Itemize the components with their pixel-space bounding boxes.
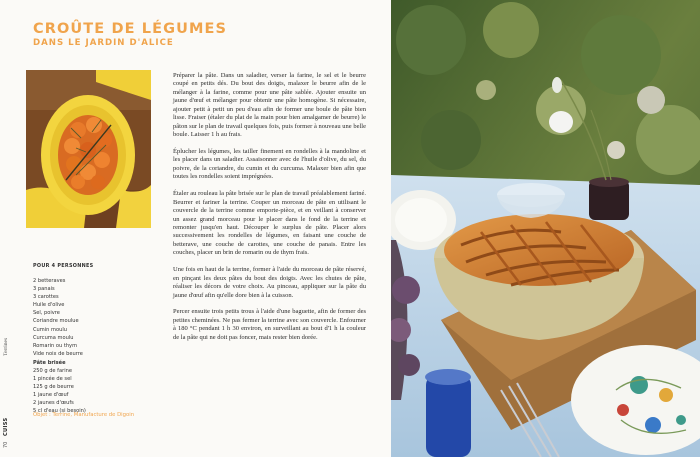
page-number: 70: [3, 441, 9, 448]
pie-preparation-photo: [26, 70, 151, 228]
recipe-subtitle: DANS LE JARDIN D'ALICE: [33, 38, 174, 48]
page-side-label: [3, 338, 9, 448]
list-item: 125 g de beurre: [33, 383, 74, 390]
instruction-paragraph: Étaler au rouleau la pâte brisée sur le plan de travail préalablement fariné. Beurrer et fariner la terrine. Couper un morceau de pâte en utilisant le couvercle de la terrine comme emporte-pièce, et en veillant à conserver un assez grand morceau pour le placer dans le fond de la terrine et remonter jusqu'en haut. Découper le surplus de pâte. Placer alors successivement les rondelles de légumes, en faisant une couche de betterave, une couche de carottes, une couche de panais. Entre les couches, placer un brin de romarin ou de thym frais.: [173, 190, 366, 257]
instruction-paragraph: Éplucher les légumes, les tailler finement en rondelles à la mandoline et les placer dans un saladier. Assaisonner avec de l'huile d'olive, du sel, du poivre, de la coriandre, du cumin et du curcuma. Malaxer bien afin que toutes les rondelles soient imprégnées.: [173, 148, 366, 181]
list-item: 5 cl d'eau (si besoin): [33, 407, 86, 414]
list-item: 3 panais: [33, 286, 55, 293]
ingredient-list: [33, 277, 153, 358]
pate-ingredient-list: [33, 368, 153, 415]
list-item: Curcuma moulu: [33, 334, 74, 341]
recipe-title: CROÛTE DE LÉGUMES: [33, 21, 228, 37]
pate-heading: Pâte brisée: [33, 360, 66, 366]
list-item: 3 carottes: [33, 294, 59, 301]
section-label: CUISS: [3, 417, 9, 437]
list-item: 2 betteraves: [33, 278, 66, 284]
list-item: Coriandre moulue: [33, 318, 79, 325]
list-item: Vide noix de beurre: [33, 350, 83, 357]
object-credit: Objet : Terrine, Manufacture de Digoin: [33, 412, 135, 418]
list-item: Cumin moulu: [33, 326, 67, 333]
list-item: 1 pincée de sel: [33, 375, 72, 382]
list-item: 2 jaunes d'œufs: [33, 399, 74, 406]
instruction-paragraph: Une fois en haut de la terrine, former à l'aide du morceau de pâte réservé, en pinçant les deux pâtes du bout des doigts. Avec les chutes de pâte, réaliser les décors de votre choix. Au pinceau, appliquer sur la pâte du jaune d'œuf afin qu'elle dore bien à la cuisson.: [173, 266, 366, 299]
list-item: Huile d'olive: [33, 302, 65, 309]
list-item: 250 g de farine: [33, 368, 72, 374]
category-label: Terrines: [3, 337, 9, 356]
list-item: 1 jaune d'œuf: [33, 391, 69, 398]
list-item: Romarin ou thym: [33, 342, 78, 349]
recipe-instructions: [173, 72, 366, 351]
instruction-paragraph: Préparer la pâte. Dans un saladier, verser la farine, le sel et le beurre coupé en petits dés. Du bout des doigts, malaxer le beurre afin de le mélanger à la farine, comme pour une pâte sablée. Ajouter ensuite un jaune d'œuf et mélanger pour obtenir une pâte homogène. Si nécessaire, ajouter petit à petit un peu d'eau afin de former une boule de pâte bien lisse. Fraiser (étaler du plat de la main pour bien amalgamer de beurre) le pâton sur le plan de travail quelques fois, puis former à nouveau une belle boule. Laisser 1 h au frais.: [173, 72, 366, 139]
servings-heading: POUR 4 PERSONNES: [33, 263, 94, 269]
list-item: Sel, poivre: [33, 310, 60, 317]
garden-table-photo: [391, 0, 700, 457]
instruction-paragraph: Percer ensuite trois petits trous à l'aide d'une baguette, afin de former des petites cheminées. Ne pas fermer la terrine avec son couvercle. Enfourner à 180 °C pendant 1 h 30 environ, en surveillant au bout d'1 h la couleur de la pâte qui ne doit pas foncer, mais rester bien dorée.: [173, 308, 366, 341]
